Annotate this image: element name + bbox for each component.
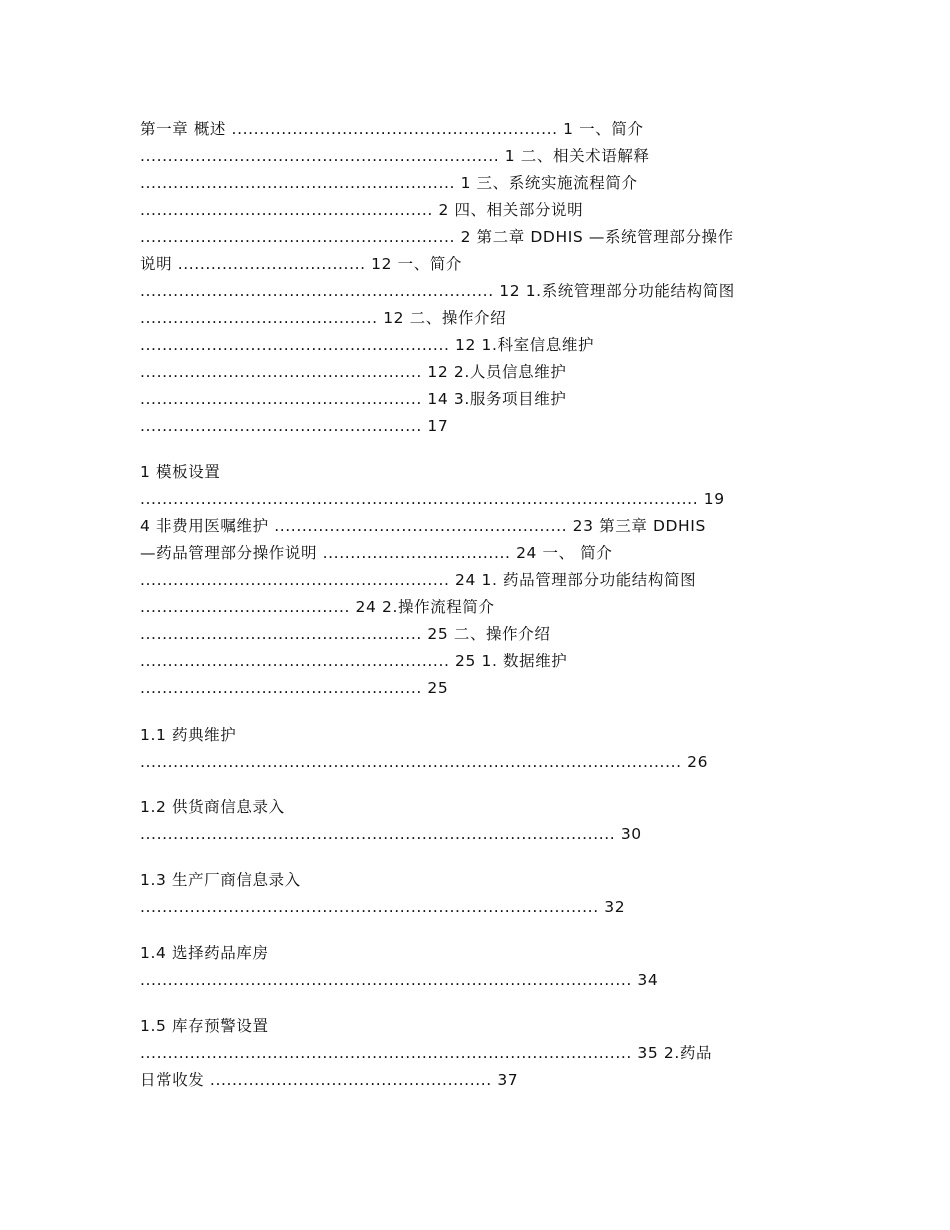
toc-line: ......................................................... 2 第二章 DDHIS —系统管理部分操作 (140, 228, 734, 246)
toc-line: 说明 .................................. 12 一、简介 (140, 255, 463, 273)
toc-line: ..................................................... 2 四、相关部分说明 (140, 201, 584, 219)
toc-line: —药品管理部分操作说明 .................................. 24 一、 简介 (140, 544, 613, 562)
toc-line: ................................................................ 12 1.系统管理部分功能结构简图 (140, 282, 735, 300)
toc-line: ........................................................ 25 1. 数据维护 (140, 652, 568, 670)
toc-line: ......................................................... 1 三、系统实施流程简介 (140, 174, 638, 192)
toc-line: ......................................................................................... 34 (140, 971, 659, 989)
toc-line: ...................................... 24 2.操作流程简介 (140, 598, 495, 616)
toc-line: ..................................................................................................... 19 (140, 490, 725, 508)
toc-line: 日常收发 ................................................... 37 (140, 1071, 519, 1089)
toc-line: 第一章 概述 ........................................................... 1 一、简介 (140, 120, 644, 138)
toc-line: ................................................... 12 2.人员信息维护 (140, 363, 567, 381)
toc-line: ........................................................ 12 1.科室信息维护 (140, 336, 595, 354)
toc-heading: 1 模板设置 (140, 463, 221, 481)
toc-line: ................................................... 14 3.服务项目维护 (140, 390, 567, 408)
toc-line: ................................................................................... 32 (140, 898, 626, 916)
toc-line: ................................................................. 1 二、相关术语解释 (140, 147, 650, 165)
toc-line: ................................................... 17 (140, 417, 449, 435)
toc-heading: 1.5 库存预警设置 (140, 1017, 269, 1035)
toc-line: ................................................... 25 二、操作介绍 (140, 625, 551, 643)
toc-line: .................................................................................................. 26 (140, 753, 709, 771)
toc-line: ...................................................................................... 30 (140, 825, 642, 843)
toc-line: ........................................... 12 二、操作介绍 (140, 309, 507, 327)
toc-line: ......................................................................................... 35 2.药品 (140, 1044, 713, 1062)
toc-heading: 1.3 生产厂商信息录入 (140, 871, 301, 889)
toc-heading: 1.1 药典维护 (140, 726, 237, 744)
toc-heading: 1.4 选择药品库房 (140, 944, 269, 962)
toc-line: ........................................................ 24 1. 药品管理部分功能结构简图 (140, 571, 697, 589)
toc-heading: 1.2 供货商信息录入 (140, 798, 285, 816)
toc-line: ................................................... 25 (140, 679, 449, 697)
toc-line: 4 非费用医嘱维护 ..................................................... 23 第三章 DDHIS (140, 517, 706, 535)
